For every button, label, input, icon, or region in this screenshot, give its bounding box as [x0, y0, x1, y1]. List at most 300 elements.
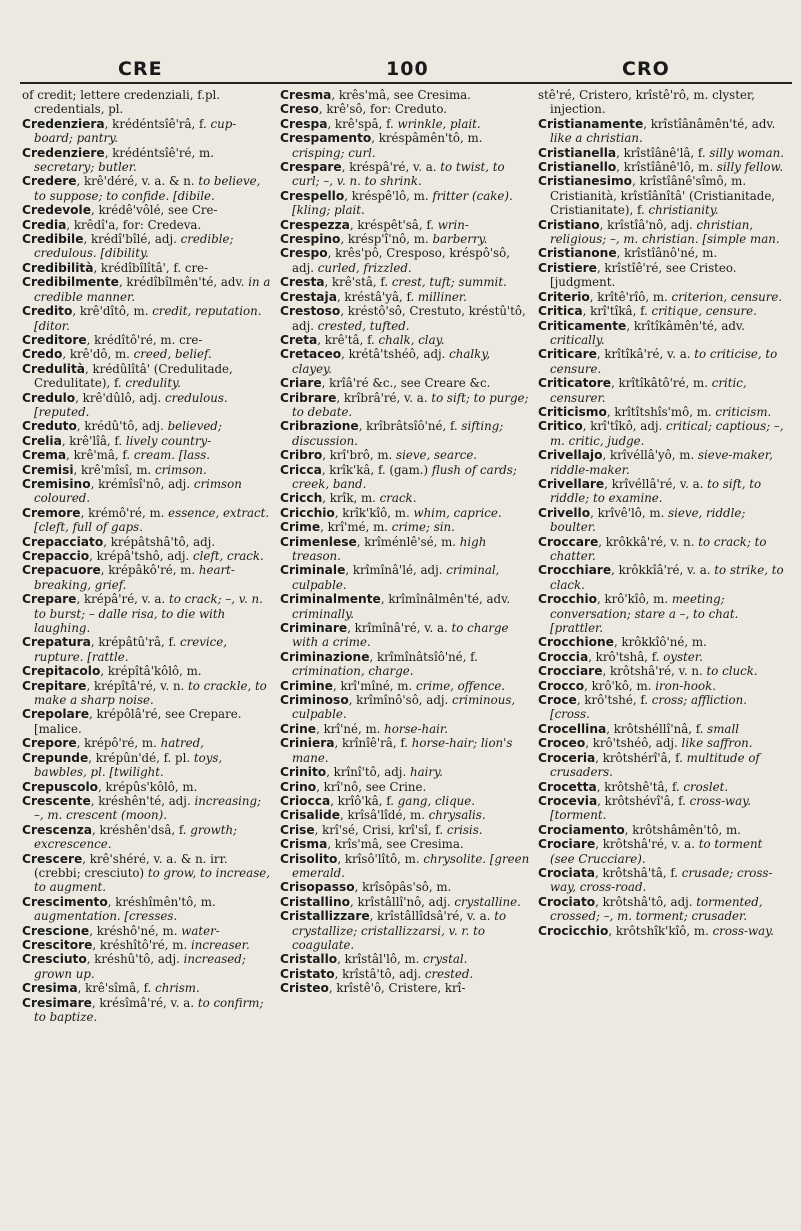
entry-headword: Cristallizzare: [280, 909, 370, 924]
entry-headword: Criminazione: [280, 649, 370, 664]
entry-headword: Crivellajo: [538, 448, 603, 463]
entry-definition: hairy.: [406, 765, 443, 780]
entry-definition: multitude of crusaders.: [550, 750, 760, 780]
entry-definition: sifting; discussion.: [292, 419, 504, 448]
entry-pronunciation: , krôtshâ'tô,: [595, 894, 667, 909]
entry-pronunciation: , krês'pô,: [327, 246, 383, 261]
dictionary-entry: [22, 549, 274, 563]
entry-definition: whim, caprice.: [409, 505, 502, 520]
entry-definition: criminally.: [292, 606, 355, 621]
entry-definition: cross-way. [torment.: [550, 793, 752, 823]
dictionary-entry: [22, 823, 274, 852]
entry-headword: Creso: [280, 102, 319, 117]
entry-continuation: of credit; lettere credenziali, f.pl. credentials, pl.: [22, 88, 221, 117]
entry-definition: crack.: [375, 491, 417, 506]
entry-grammar: f.: [694, 145, 706, 160]
entry-definition: crested, tufted.: [314, 318, 410, 333]
entry-pronunciation: , krîstâl'lô,: [337, 952, 401, 967]
entry-pronunciation: , krîs'mâ,: [327, 837, 383, 852]
entry-definition: crime; sin.: [388, 520, 455, 535]
entry-definition: critique, censure.: [647, 304, 757, 319]
entry-pronunciation: , krê'dîtô,: [72, 304, 130, 319]
entry-definition: growth; excrescence.: [34, 822, 238, 852]
entry-grammar: m.: [178, 779, 198, 794]
dictionary-entry: [538, 88, 790, 117]
dictionary-entry: [538, 290, 790, 304]
entry-headword: Credia: [22, 217, 67, 232]
entry-definition: to sift, to riddle; to examine.: [550, 476, 762, 506]
entry-grammar: adj.: [652, 736, 678, 751]
entry-pronunciation: , krô'kîô,: [597, 592, 650, 607]
entry-headword: Crisolito: [280, 851, 338, 866]
entry-grammar: f.: [446, 419, 458, 434]
dictionary-entry: [22, 563, 274, 592]
entry-grammar: f.: [674, 793, 686, 808]
entry-headword: Creta: [280, 332, 318, 347]
entry-definition: meeting; conversation; stare a –, to chat. [prattler.: [550, 592, 739, 636]
entry-pronunciation: , krô'kô,: [584, 678, 633, 693]
entry-headword: Crepitacolo: [22, 664, 101, 679]
entry-grammar: f.: [382, 116, 394, 131]
entry-pronunciation: , krîménlê'sé,: [356, 534, 438, 549]
entry-definition: sieve, riddle; boulter.: [550, 505, 746, 535]
entry-grammar: v. a.: [676, 476, 704, 491]
entry-definition: croslet.: [679, 779, 729, 794]
entry-pronunciation: , krôkkîâ'ré,: [611, 563, 684, 578]
entry-pronunciation: , krêdî'a,: [66, 217, 119, 232]
entry-headword: Cribro: [280, 448, 323, 463]
dictionary-entry: [538, 837, 790, 866]
entry-pronunciation: , krôtshéllî'nâ,: [606, 721, 692, 736]
entry-pronunciation: , krépâkô'ré,: [100, 563, 177, 578]
entry-definition: to crack; –, v. n. to burst; – dalle risa, to die with laughing.: [34, 592, 263, 636]
entry-pronunciation: , krî'brô,: [322, 448, 374, 463]
entry-grammar: see Crepare. [malice.: [34, 707, 242, 736]
entry-headword: Criare: [280, 376, 322, 391]
entry-headword: Crocchione: [538, 635, 614, 650]
entry-pronunciation: , krîâ'ré: [321, 376, 369, 391]
entry-pronunciation: , krê'dô,: [62, 347, 112, 362]
entry-pronunciation: , kréshîmên'tô,: [107, 894, 198, 909]
entry-pronunciation: , kréshên'dsâ,: [91, 822, 176, 837]
entry-definition: small: [703, 721, 740, 736]
dictionary-entry: [280, 160, 532, 189]
dictionary-entry: [280, 520, 532, 534]
entry-grammar: adj.: [164, 476, 191, 491]
entry-definition: milliner.: [414, 289, 467, 304]
entry-definition: crystalline.: [450, 894, 521, 909]
entry-headword: Crocevia: [538, 793, 598, 808]
dictionary-entry: [538, 664, 790, 678]
entry-pronunciation: , krîmînâ'ré,: [347, 621, 421, 636]
entry-headword: Crepore: [22, 736, 77, 751]
entry-headword: Cricca: [280, 462, 322, 477]
entry-grammar: f. cre-: [169, 260, 209, 275]
entry-grammar: m.: [176, 563, 196, 578]
entry-grammar: f.: [466, 649, 478, 664]
entry-headword: Crocicchio: [538, 923, 609, 938]
entry-definition: augmentation. [cresses.: [34, 909, 178, 924]
entry-headword: Criterio: [538, 289, 590, 304]
entry-definition: increasing; –, m. crescent (moon).: [34, 793, 262, 823]
entry-definition: cream. [lass.: [130, 448, 211, 463]
entry-pronunciation: , krê'mîsî,: [73, 462, 133, 477]
dictionary-entry: [538, 304, 790, 318]
dictionary-entry: [22, 304, 274, 333]
dictionary-entry: [538, 146, 790, 160]
dictionary-entry: [280, 967, 532, 981]
dictionary-entry: [538, 419, 790, 448]
entry-headword: Cresciuto: [22, 952, 87, 967]
entry-definition: to crystallize; cristallizzarsi, v. r. to coagulate.: [292, 909, 507, 952]
entry-headword: Credulità: [22, 361, 86, 376]
entry-headword: Crine: [280, 721, 317, 736]
entry-pronunciation: , krî'sé,: [314, 822, 359, 837]
entry-headword: Credibile: [22, 232, 84, 247]
entry-definition: wrin-: [434, 217, 469, 232]
entry-definition: heart-breaking, grief.: [34, 563, 235, 592]
entry-pronunciation: , krépô'ré,: [76, 736, 139, 751]
entry-pronunciation: , krînîê'râ,: [334, 736, 397, 751]
entry-pronunciation: , krôtshâmên'tô,: [624, 822, 723, 837]
entry-pronunciation: , krê'lîâ,: [61, 433, 111, 448]
entry-definition: to crackle, to make a sharp noise.: [34, 678, 267, 708]
dictionary-entry: [538, 563, 790, 592]
dictionary-entry: [22, 751, 274, 780]
entry-pronunciation: , krédî'bîlé,: [83, 232, 152, 247]
dictionary-entry: [280, 823, 532, 837]
entry-grammar: f.: [164, 635, 177, 650]
entry-definition: to sift; to purge; to debate.: [292, 390, 529, 419]
entry-headword: Crespello: [280, 188, 345, 203]
entry-definition: crusade; cross-way, cross-road.: [550, 865, 773, 895]
dictionary-entry: [22, 434, 274, 448]
entry-grammar: m.: [361, 721, 381, 736]
entry-definition: believed;: [163, 419, 222, 434]
entry-pronunciation: , krédîbîlmên'té,: [118, 275, 218, 290]
entry-headword: Crocco: [538, 678, 585, 693]
entry-definition: to confirm; to baptize.: [34, 995, 264, 1024]
entry-definition: criminous, culpable.: [292, 693, 516, 722]
entry-pronunciation: , krîk'kâ,: [321, 462, 375, 477]
dictionary-entry: [280, 563, 532, 592]
entry-headword: Crestaja: [280, 289, 337, 304]
entry-pronunciation: , krîmînô'sô,: [348, 693, 423, 708]
entry-grammar: f.: [118, 448, 131, 463]
entry-definition: to believe, to suppose; to confide. [dibile.: [34, 174, 261, 203]
entry-grammar: adv.: [748, 116, 776, 131]
entry-headword: Credibilità: [22, 260, 94, 275]
entry-headword: Crocchiare: [538, 563, 612, 578]
entry-grammar: m. Cristianità, krîstîânîtâ' (Cristianitade, Cristianitate), f.: [550, 174, 776, 218]
entry-definition: cleft, crack.: [189, 549, 264, 563]
entry-pronunciation: , krînî'tô,: [326, 765, 381, 780]
entry-pronunciation: , krépûn'dé,: [88, 750, 160, 765]
dictionary-entry: [22, 924, 274, 938]
entry-pronunciation: , krê'mâ,: [66, 448, 119, 463]
entry-headword: Crociamento: [538, 822, 625, 837]
entry-pronunciation: , krîmînâtsîô'né,: [369, 649, 467, 664]
dictionary-entry: [280, 895, 532, 909]
entry-definition: chrism.: [151, 981, 200, 996]
entry-definition: credit, reputation. [ditor.: [34, 304, 262, 333]
entry-grammar: for: Credeva.: [118, 217, 202, 232]
dictionary-entry: [280, 117, 532, 131]
entry-pronunciation: , krépîtâ'ré,: [86, 678, 157, 693]
entry-pronunciation: , krîtîkâtô'ré,: [611, 376, 690, 391]
entry-headword: Crepacciato: [22, 534, 104, 549]
entry-definition: to grow, to increase, to augment.: [34, 865, 270, 895]
entry-pronunciation: , krîvéllâ'ré,: [604, 476, 677, 491]
entry-headword: Critico: [538, 419, 583, 434]
entry-grammar: (Credulitade, Credulitate), f.: [34, 361, 233, 391]
entry-grammar: m.: [690, 923, 709, 938]
entry-headword: Cristallino: [280, 894, 351, 909]
entry-headword: Cremisi: [22, 462, 74, 477]
entry-pronunciation: , krîsô'lîtô,: [337, 851, 401, 866]
entry-headword: Crepacuore: [22, 563, 101, 578]
column-2: [280, 88, 532, 1223]
entry-definition: silly fellow.: [713, 160, 784, 175]
entry-grammar: v. n.: [674, 664, 703, 679]
dictionary-entry: [538, 506, 790, 535]
entry-pronunciation: , krédéntsîê'ré,: [104, 145, 196, 160]
entry-grammar: m.: [138, 736, 157, 751]
entry-pronunciation: , krê'sô,: [318, 102, 367, 117]
entry-headword: Criticare: [538, 347, 597, 362]
entry-definition: tormented, crossed; –, m. torment; crusader.: [550, 894, 763, 924]
entry-definition: in a credible manner.: [34, 275, 271, 304]
entry-grammar: adj.: [151, 232, 177, 247]
entry-grammar: m.: [692, 404, 712, 419]
entry-grammar: f.: [668, 779, 680, 794]
entry-definition: to torment (see Crucciare).: [550, 837, 763, 866]
entry-grammar: v. n.: [666, 534, 695, 549]
entry-headword: Cremore: [22, 505, 81, 520]
entry-grammar: v. a.: [166, 995, 195, 1010]
dictionary-entry: [538, 650, 790, 664]
dictionary-entry: [22, 391, 274, 420]
dictionary-entry: [280, 506, 532, 520]
entry-grammar: m.: [649, 289, 668, 304]
dictionary-entry: [280, 491, 532, 505]
entry-pronunciation: , krôtshâ'tâ,: [595, 865, 667, 880]
dictionary-entry: [538, 751, 790, 780]
entry-grammar: f.: [376, 275, 389, 290]
entry-headword: Creduto: [22, 419, 77, 434]
entry-pronunciation: , krôtshâ'ré,: [595, 837, 668, 852]
entry-grammar: m.: [689, 376, 708, 391]
entry-grammar: m.: [369, 520, 389, 535]
entry-grammar: v. a. & n.: [137, 174, 195, 189]
entry-definition: chalky, clayey.: [292, 347, 491, 376]
dictionary-entry: [280, 535, 532, 564]
entry-grammar: m. cre-: [156, 332, 203, 347]
entry-pronunciation: , krétâ'tshéô,: [341, 347, 420, 362]
entry-headword: Criminalmente: [280, 592, 381, 607]
entry-grammar: v. a.: [463, 909, 491, 924]
entry-grammar: Cristere, krî-: [384, 981, 466, 996]
entry-definition: crested.: [421, 966, 474, 981]
entry-headword: Crepuscolo: [22, 779, 99, 794]
entry-grammar: m.: [410, 232, 429, 247]
entry-grammar: m.: [694, 160, 714, 175]
entry-headword: Crestoso: [280, 304, 341, 319]
entry-headword: Cristianella: [538, 145, 617, 160]
dictionary-entry: [22, 419, 274, 433]
entry-grammar: m.: [168, 937, 188, 952]
entry-definition: barberry.: [428, 232, 488, 247]
entry-headword: Credenziere: [22, 145, 105, 160]
entry-definition: to charge with a crime.: [292, 621, 509, 650]
entry-grammar: adj.: [416, 563, 443, 578]
dictionary-entry: [538, 117, 790, 146]
entry-pronunciation: , krédîtô'ré,: [86, 332, 157, 347]
entry-headword: Crociato: [538, 894, 596, 909]
dictionary-entry: [22, 146, 274, 175]
entry-grammar: m.: [158, 923, 178, 938]
entry-definition: criticism.: [711, 404, 772, 419]
entry-definition: oyster.: [659, 649, 703, 664]
dictionary-entry: [538, 477, 790, 506]
dictionary-entry: [538, 174, 790, 217]
entry-definition: creed, belief.: [129, 347, 212, 362]
dictionary-entry: [538, 679, 790, 693]
entry-definition: sieve-maker, riddle-maker.: [550, 448, 773, 477]
entry-pronunciation: , krê'dûlô,: [75, 390, 136, 405]
dictionary-entry: [280, 102, 532, 116]
entry-pronunciation: , krês'mâ,: [331, 88, 390, 102]
dictionary-entry: [280, 780, 532, 794]
entry-grammar: m.: [195, 145, 214, 160]
entry-headword: Crespo: [280, 246, 328, 261]
entry-definition: hatred,: [156, 736, 204, 751]
dictionary-entry: [22, 736, 274, 750]
entry-headword: Crocellina: [538, 721, 607, 736]
dictionary-entry: [22, 679, 274, 708]
entry-definition: increaser.: [187, 937, 250, 952]
entry-definition: high treason.: [292, 534, 487, 563]
dictionary-entry: [22, 261, 274, 275]
entry-definition: critical; captious; –, m. critic, judge.: [550, 419, 784, 448]
dictionary-entry: [22, 952, 274, 981]
dictionary-entry: [280, 909, 532, 952]
entry-grammar: f.: [363, 332, 375, 347]
entry-headword: Crise: [280, 822, 315, 837]
entry-pronunciation: , krê'tâ,: [317, 332, 364, 347]
entry-definition: chrysalis.: [424, 808, 486, 823]
entry-headword: Crisopasso: [280, 880, 355, 895]
dictionary-entry: [280, 333, 532, 347]
entry-grammar: f.: [691, 721, 704, 736]
dictionary-entry: [22, 463, 274, 477]
entry-pronunciation: , krîô'kâ,: [330, 793, 383, 808]
entry-headword: Credito: [22, 304, 73, 319]
entry-pronunciation: , krîtîtshîs'mô,: [606, 404, 693, 419]
entry-definition: silly woman.: [705, 145, 784, 160]
entry-definition: gang, clique.: [393, 793, 476, 808]
entry-pronunciation: , krîsâ'lîdé,: [339, 808, 407, 823]
entry-grammar: m.: [182, 664, 202, 679]
entry-pronunciation: , krôtshérî'â,: [595, 750, 672, 765]
entry-pronunciation: , kréstâ'yâ,: [336, 289, 403, 304]
entry-grammar: m.: [437, 534, 457, 549]
entry-headword: Crespino: [280, 232, 341, 247]
entry-definition: to criticise, to censure.: [550, 347, 778, 376]
dictionary-entry: [22, 938, 274, 952]
entry-pronunciation: , krîstîânô'né,: [616, 246, 699, 261]
entry-headword: Crisalide: [280, 808, 340, 823]
dictionary-entry: [22, 794, 274, 823]
entry-headword: Cristiere: [538, 260, 597, 275]
entry-pronunciation: , krédê'vôlé,: [90, 203, 165, 218]
entry-grammar: f.: [636, 693, 649, 708]
dictionary-entry: [280, 419, 532, 448]
entry-definition: credulity.: [121, 376, 181, 391]
entry-grammar: m.: [132, 462, 152, 477]
entry-grammar: adj.: [422, 693, 449, 708]
entry-pronunciation: , krîmînâlmên'té,: [380, 592, 483, 607]
dictionary-entry: [538, 347, 790, 376]
entry-headword: Crisma: [280, 837, 328, 852]
entry-pronunciation: , kréshîtô'ré,: [92, 937, 169, 952]
entry-pronunciation: , kréstô'sô,: [340, 304, 406, 319]
entry-pronunciation: , krîvéllâ'yô,: [602, 448, 676, 463]
entry-grammar: f.: [671, 750, 683, 765]
entry-definition: lively country-: [122, 433, 212, 448]
entry-headword: Crocetta: [538, 779, 597, 794]
entry-grammar: m.: [357, 491, 376, 506]
header-left-guideword: CRE: [118, 58, 163, 80]
entry-grammar: m.: [649, 592, 669, 607]
dictionary-entry: [22, 664, 274, 678]
entry-pronunciation: , krî'tîkô,: [582, 419, 637, 434]
entry-definition: curled, frizzled.: [314, 260, 412, 275]
entry-grammar: see Cresima.: [389, 88, 471, 102]
entry-pronunciation: , krîmînâ'lé,: [345, 563, 417, 578]
dictionary-entry: [280, 852, 532, 881]
entry-headword: Crespezza: [280, 217, 350, 232]
entry-pronunciation: , krîstâllî'nô,: [350, 894, 425, 909]
entry-pronunciation: , kréshô'né,: [89, 923, 159, 938]
entry-definition: crimson.: [151, 462, 207, 477]
entry-grammar: &c., see Creare &c.: [368, 376, 491, 391]
entry-headword: Credulo: [22, 390, 76, 405]
entry-headword: Crepunde: [22, 750, 89, 765]
entry-pronunciation: , krîvê'lô,: [590, 505, 646, 520]
entry-grammar: adj.: [154, 952, 180, 967]
entry-headword: Crescione: [22, 923, 90, 938]
entry-grammar: Crisi, krî'sî, f.: [358, 822, 444, 837]
dictionary-entry: [538, 780, 790, 794]
entry-grammar: m.: [463, 131, 483, 146]
entry-grammar: v. a.: [420, 621, 448, 636]
entry-grammar: m.: [197, 894, 216, 909]
entry-headword: Crespare: [280, 160, 342, 175]
entry-headword: Creditore: [22, 332, 87, 347]
entry-definition: iron-hook.: [651, 678, 717, 693]
entry-headword: Cristianello: [538, 160, 617, 175]
entry-pronunciation: , krésp'î'nô,: [340, 232, 411, 247]
entry-pronunciation: , krô'tshéô,: [585, 736, 653, 751]
entry-grammar: m.: [632, 678, 652, 693]
dictionary-entry: [280, 808, 532, 822]
entry-grammar: adv.: [717, 318, 745, 333]
entry-pronunciation: , kréspêt'sâ,: [349, 217, 423, 232]
entry-definition: chalk, clay.: [374, 332, 445, 347]
entry-pronunciation: , krî'mîné,: [332, 678, 394, 693]
entry-pronunciation: , krô'tshé,: [576, 693, 637, 708]
